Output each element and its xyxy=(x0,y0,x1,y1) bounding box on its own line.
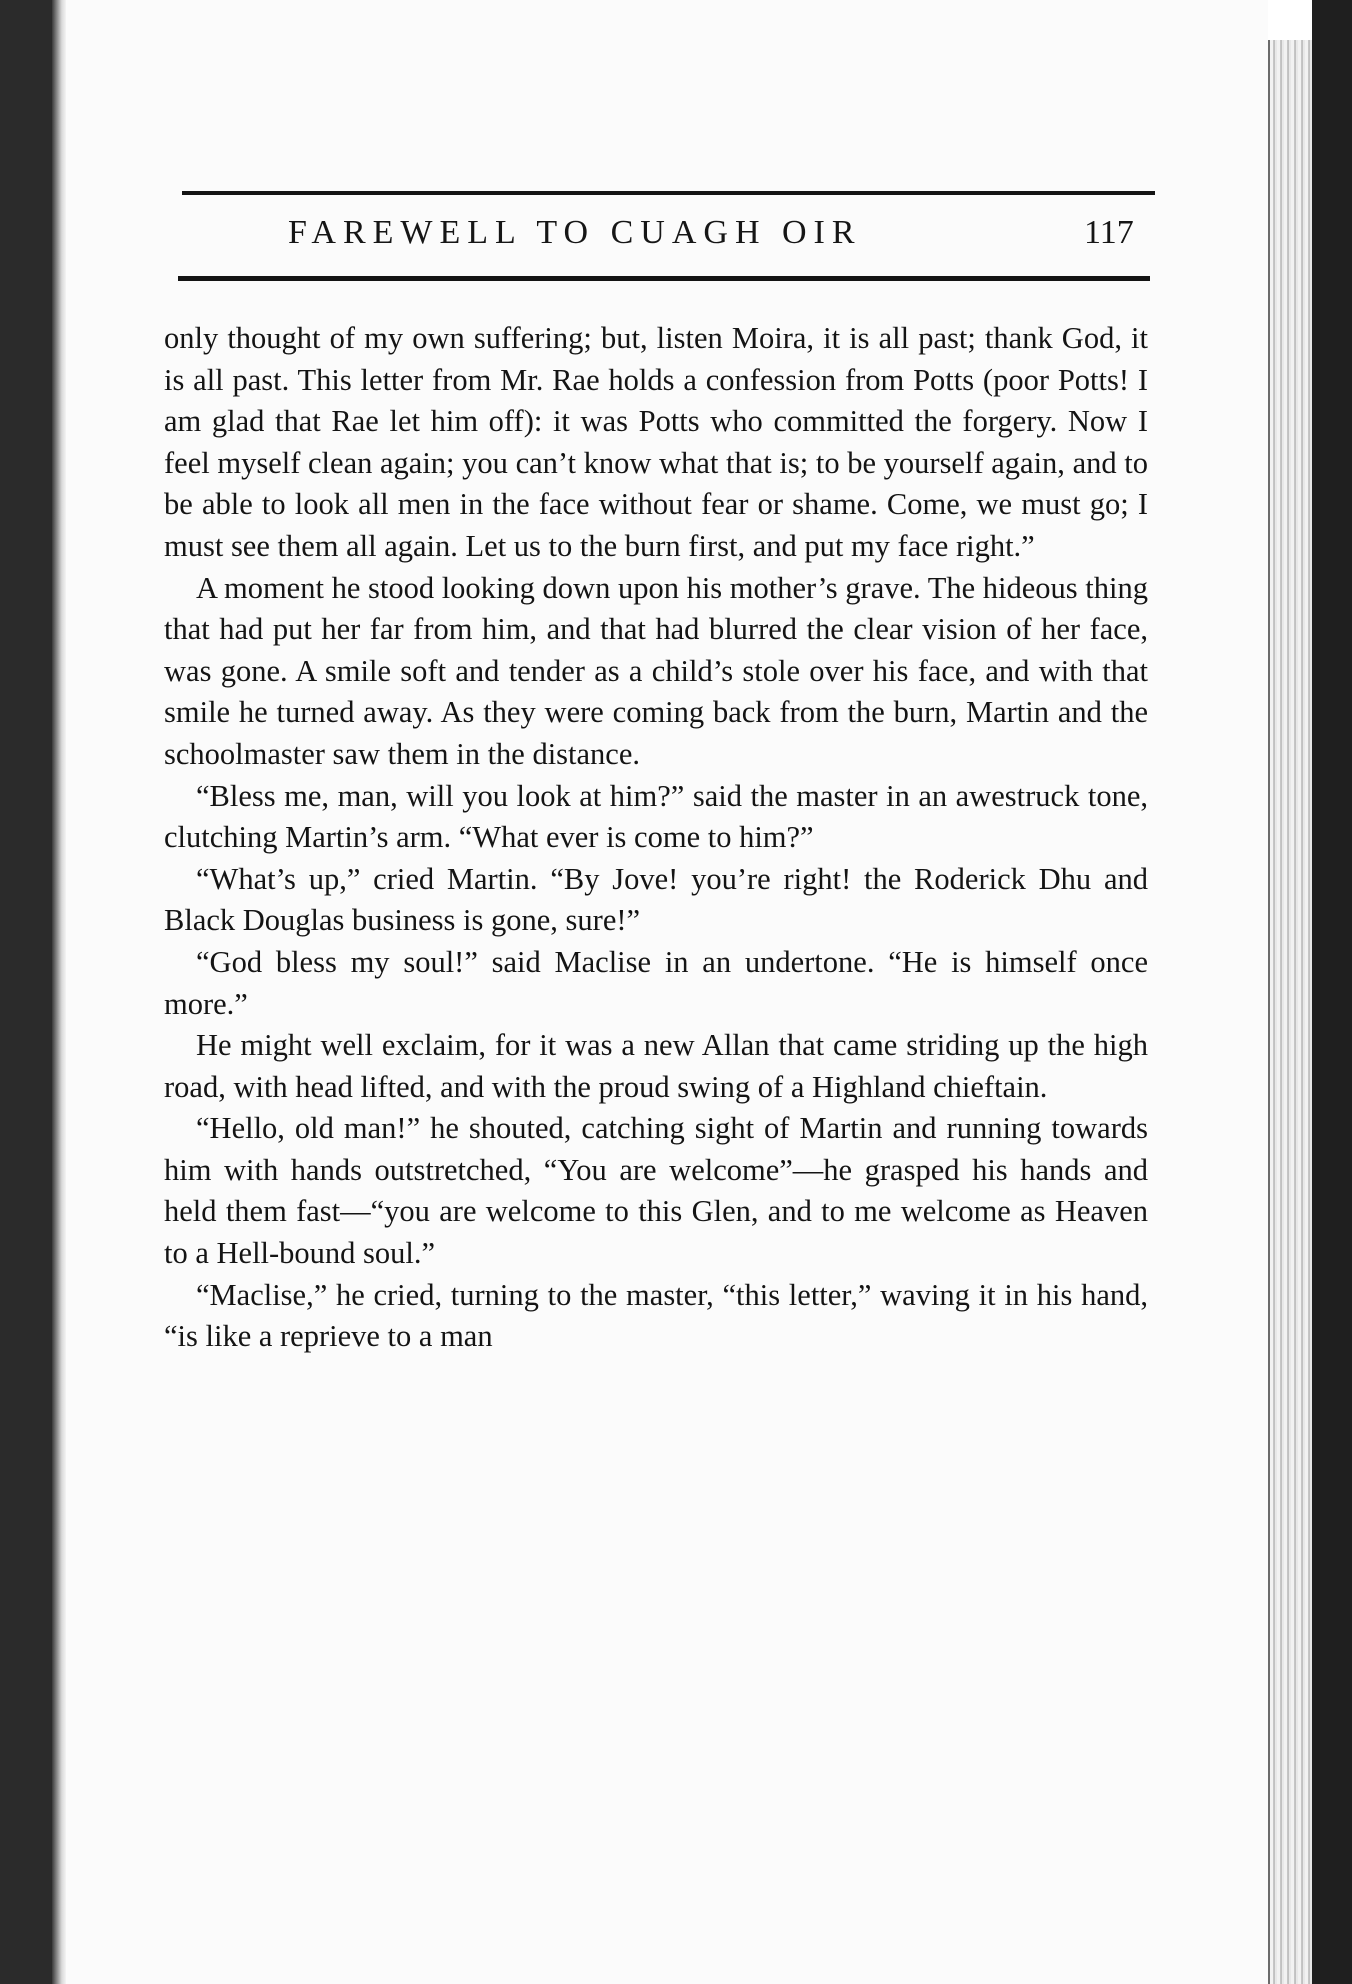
left-page-shadow xyxy=(52,0,66,1984)
paragraph-5: “God bless my soul!” said Maclise in an undertone. “He is himself once more.” xyxy=(164,944,1148,1021)
paragraph-6: He might well exclaim, for it was a new Allan that came striding up the high road, with head lifted, and with the proud swing of a Highland chieftain. xyxy=(164,1028,1148,1104)
body-text xyxy=(164,318,1148,1358)
page-number: 117 xyxy=(1084,214,1134,251)
paragraph-7: “Hello, old man!” he shouted, catching sight of Martin and running towards him with hands outstretched, “You are welcome”—he grasped his hands and held them fast—“you are welcome to this Glen, and to me welcome as Heaven to a Hell-bound soul.” xyxy=(164,1111,1148,1271)
paragraph-8: “Maclise,” he cried, turning to the master, “this letter,” waving it in his hand, “is like a reprieve to a man xyxy=(164,1277,1148,1354)
right-page-edges xyxy=(1268,40,1314,1984)
paragraph-2: A moment he stood looking down upon his mother’s grave. The hideous thing that had put her far from him, and that had blurred the clear vision of her face, was gone. A smile soft and tender as a child’s stole over his face, and with that smile he turned away. As they were coming back from the burn, Martin and the schoolmaster saw them in the distance. xyxy=(164,570,1148,771)
right-cover xyxy=(1312,0,1352,1984)
paragraph-4: “What’s up,” cried Martin. “By Jove! you’re right! the Roderick Dhu and Black Douglas business is gone, sure!” xyxy=(164,861,1148,938)
header-rule-top xyxy=(182,191,1155,195)
running-title: FAREWELL TO CUAGH OIR xyxy=(288,214,862,251)
header-rule-bottom xyxy=(178,276,1150,281)
paragraph-3: “Bless me, man, will you look at him?” said the master in an awestruck tone, clutching Martin’s arm. “What ever is come to him?” xyxy=(164,778,1148,855)
paragraph-1: only thought of my own suffering; but, listen Moira, it is all past; thank God, it is all past. This letter from Mr. Rae holds a confession from Potts (poor Potts! I am glad that Rae let him off): it was Potts who committed the forgery. Now I feel myself clean again; you can’t know what that is; to be yourself again, and to be able to look all men in the face without fear or shame. Come, we must go; I must see them all again. Let us to the burn first, and put my face right.” xyxy=(164,321,1148,563)
